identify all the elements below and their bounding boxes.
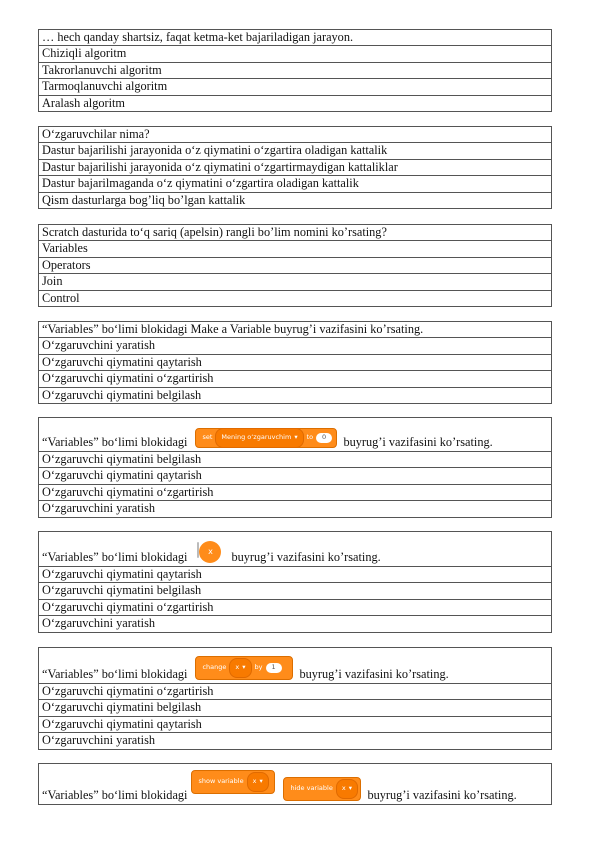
block-to-label: to <box>306 433 314 442</box>
answer-option[interactable]: O‘zgaruvchi qiymatini belgilash <box>39 452 551 468</box>
answer-option[interactable]: Tarmoqlanuvchi algoritm <box>39 79 551 95</box>
show-variable-block-image <box>191 770 275 794</box>
answer-option[interactable]: Chiziqli algoritm <box>39 46 551 62</box>
question-row <box>39 648 551 684</box>
answer-option[interactable]: O‘zgaruvchi qiymatini qaytarish <box>39 717 551 733</box>
answer-option[interactable]: O‘zgaruvchini yaratish <box>39 733 551 749</box>
answer-option[interactable]: Qism dasturlarga bog’liq bo’lgan kattalik <box>39 193 551 209</box>
question-5 <box>38 417 552 518</box>
question-prefix: “Variables” bo‘limi blokidagi <box>42 666 188 681</box>
answer-option[interactable]: O‘zgaruvchi qiymatini o‘zgartirish <box>39 485 551 501</box>
question-text: Scratch dasturida to‘q sariq (apelsin) rangli bo’lim nomini ko’rsating? <box>39 225 551 241</box>
variable-dropdown <box>336 779 358 798</box>
change-block-image <box>195 656 293 680</box>
question-2 <box>38 126 552 209</box>
question-8 <box>38 763 552 805</box>
caret-down-icon: ▾ <box>348 784 352 793</box>
reporter-variable: x <box>199 541 221 563</box>
question-suffix: buyrug’i vazifasini ko’rsating. <box>367 787 517 802</box>
answer-option[interactable]: O‘zgaruvchi qiymatini belgilash <box>39 388 551 404</box>
block-show: show variable <box>198 777 244 786</box>
caret-down-icon: ▾ <box>294 433 298 442</box>
answer-option[interactable]: O‘zgaruvchi qiymatini qaytarish <box>39 567 551 583</box>
question-prefix: “Variables” bo‘limi blokidagi <box>42 549 188 564</box>
answer-option[interactable]: O‘zgaruvchi qiymatini o‘zgartirish <box>39 684 551 700</box>
block-variable: Mening o‘zgaruvchim <box>221 433 292 442</box>
block-variable: x <box>252 777 257 786</box>
question-prefix: “Variables” bo‘limi blokidagi <box>42 434 188 449</box>
block-value: 0 <box>316 433 332 443</box>
block-keyword: change <box>202 663 227 672</box>
answer-option[interactable]: Variables <box>39 241 551 257</box>
question-row <box>39 418 551 452</box>
block-variable: x <box>235 663 240 672</box>
set-block-image <box>195 428 337 448</box>
question-suffix: buyrug’i vazifasini ko’rsating. <box>231 549 381 564</box>
answer-option[interactable]: Dastur bajarilishi jarayonida o‘z qiymatini o‘zgartirmaydigan kattaliklar <box>39 160 551 176</box>
question-text: “Variables” bo‘limi blokidagi Make a Variable buyrug’i vazifasini ko’rsating. <box>39 322 551 338</box>
answer-option[interactable]: O‘zgaruvchi qiymatini belgilash <box>39 700 551 716</box>
answer-option[interactable]: Aralash algoritm <box>39 96 551 112</box>
question-suffix: buyrug’i vazifasini ko’rsating. <box>343 434 493 449</box>
answer-option[interactable]: Operators <box>39 258 551 274</box>
question-prefix: “Variables” bo‘limi blokidagi <box>42 787 188 802</box>
block-value: 1 <box>266 663 282 673</box>
answer-option[interactable]: Dastur bajarilmaganda o‘z qiymatini o‘zgartira oladigan kattalik <box>39 176 551 192</box>
reporter-block-image <box>197 541 221 563</box>
block-by-label: by <box>254 663 263 672</box>
answer-option[interactable]: O‘zgaruvchi qiymatini o‘zgartirish <box>39 371 551 387</box>
question-1 <box>38 29 552 112</box>
variable-dropdown <box>247 772 269 791</box>
answer-option[interactable]: Dastur bajarilishi jarayonida o‘z qiymatini o‘zgartira oladigan kattalik <box>39 143 551 159</box>
block-variable: x <box>341 784 346 793</box>
question-6 <box>38 531 552 633</box>
block-keyword: set <box>202 433 213 442</box>
answer-option[interactable]: Join <box>39 274 551 290</box>
answer-option[interactable]: O‘zgaruvchini yaratish <box>39 338 551 354</box>
answer-option[interactable]: O‘zgaruvchini yaratish <box>39 501 551 517</box>
caret-down-icon: ▾ <box>259 777 263 786</box>
answer-option[interactable]: Takrorlanuvchi algoritm <box>39 63 551 79</box>
answer-option[interactable]: O‘zgaruvchi qiymatini qaytarish <box>39 468 551 484</box>
question-4 <box>38 321 552 404</box>
hide-variable-block-image <box>283 777 361 801</box>
answer-option[interactable]: O‘zgaruvchini yaratish <box>39 616 551 632</box>
answer-option[interactable]: O‘zgaruvchi qiymatini belgilash <box>39 583 551 599</box>
question-3 <box>38 224 552 307</box>
question-suffix: buyrug’i vazifasini ko’rsating. <box>299 666 449 681</box>
answer-option[interactable]: O‘zgaruvchi qiymatini o‘zgartirish <box>39 600 551 616</box>
answer-option[interactable]: Control <box>39 291 551 307</box>
question-row <box>39 532 551 567</box>
answer-option[interactable]: O‘zgaruvchi qiymatini qaytarish <box>39 355 551 371</box>
caret-down-icon: ▾ <box>242 663 246 672</box>
block-hide: hide variable <box>290 784 333 793</box>
variable-dropdown <box>215 428 303 447</box>
question-7 <box>38 647 552 750</box>
variable-dropdown <box>229 658 251 677</box>
question-text: O‘zgaruvchilar nima? <box>39 127 551 143</box>
question-text: … hech qanday shartsiz, faqat ketma-ket bajariladigan jarayon. <box>39 30 551 46</box>
question-row <box>39 764 551 805</box>
